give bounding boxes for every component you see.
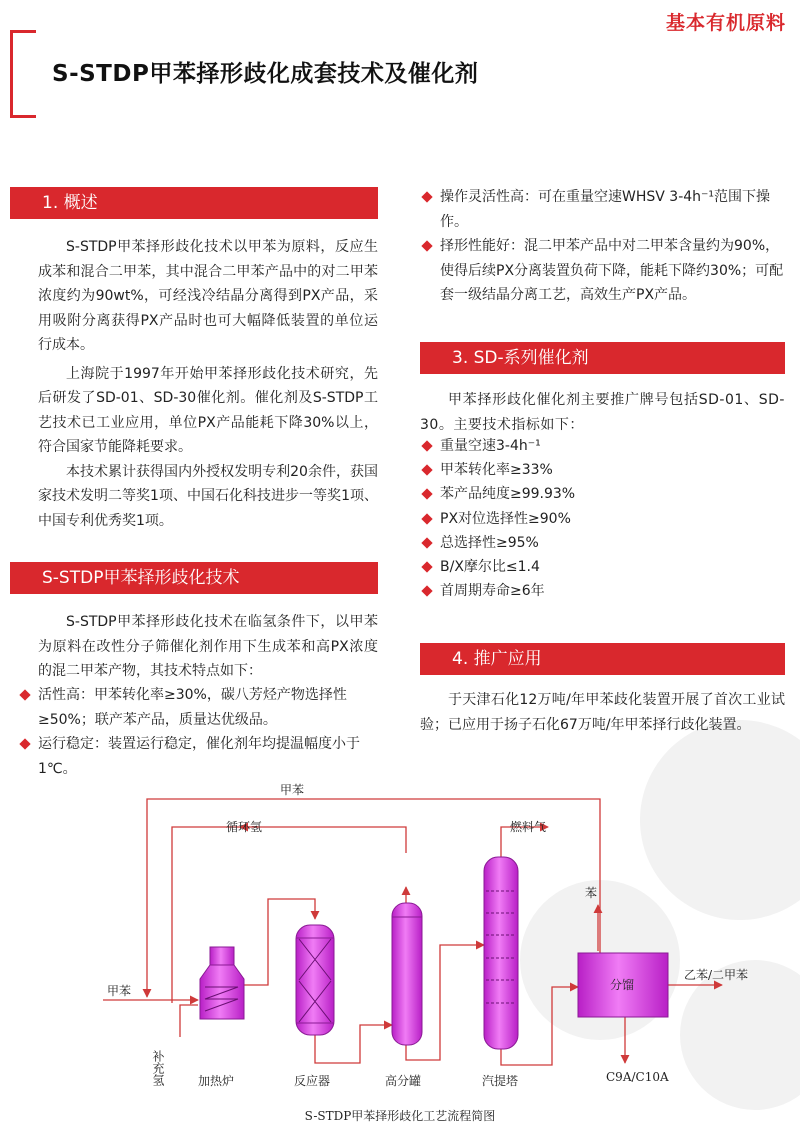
overview-text [38, 235, 378, 533]
unit-label-separator: 高分罐 [385, 1074, 422, 1088]
page-title: S-STDP甲苯择形歧化成套技术及催化剂 [52, 61, 479, 87]
spec-item: 重量空速3-4h⁻¹ [420, 434, 785, 458]
heater [200, 947, 244, 1019]
diamond-bullet-icon [421, 440, 432, 451]
catalyst-intro: 甲苯择形歧化催化剂主要推广牌号包括SD-01、SD-30。主要技术指标如下： [420, 392, 785, 433]
feature-list [18, 683, 378, 781]
diamond-bullet-icon [421, 537, 432, 548]
label-toluene-feed: 甲苯 [107, 984, 132, 998]
spec-item: PX对位选择性≥90% [420, 507, 785, 531]
feature-item: 操作灵活性高：可在重量空速WHSV 3-4h⁻¹范围下操作。 [420, 185, 785, 234]
application-text: 于天津石化12万吨/年甲苯歧化装置开展了首次工业试验；已应用于扬子石化67万吨/年甲苯择行歧化装置。 [420, 692, 785, 733]
feature-item: 运行稳定：装置运行稳定，催化剂年均提温幅度小于1℃。 [18, 732, 378, 781]
category-label: 基本有机原料 [665, 12, 786, 34]
diagram-caption: S-STDP甲苯择形歧化工艺流程简图 [304, 1109, 496, 1123]
overview-paragraph: S-STDP甲苯择形歧化技术以甲苯为原料，反应生成苯和混合二甲苯，其中混合二甲苯产品中的对二甲苯浓度约为90wt%，可经浅冷结晶分离得到PX产品，采用吸附分离获得PX产品时也可大幅降低装置的单位运行成本。 [38, 239, 378, 353]
label-makeup-h2: 补充氢 [151, 1050, 165, 1086]
label-toluene-top: 甲苯 [280, 783, 305, 797]
spec-item: B/X摩尔比≤1.4 [420, 555, 785, 579]
diamond-bullet-icon [421, 561, 432, 572]
label-benzene: 苯 [585, 886, 598, 900]
catalyst-spec-list [420, 434, 785, 603]
spec-item: 总选择性≥95% [420, 531, 785, 555]
feature-list-continued [420, 185, 785, 308]
diamond-bullet-icon [19, 689, 30, 700]
spec-item: 甲苯转化率≥33% [420, 458, 785, 482]
reactor [296, 925, 334, 1035]
diamond-bullet-icon [421, 240, 432, 251]
diamond-bullet-icon [421, 586, 432, 597]
unit-label-stripper: 汽提塔 [482, 1074, 519, 1088]
diamond-bullet-icon [421, 489, 432, 500]
section-heading-overview: 1. 概述 [10, 187, 378, 219]
unit-label-heater: 加热炉 [198, 1074, 235, 1088]
separator [392, 903, 422, 1045]
technology-intro: S-STDP甲苯择形歧化技术在临氢条件下，以甲苯为原料在改性分子筛催化剂作用下生成苯和高PX浓度的混二甲苯产物，其技术特点如下： [38, 614, 378, 679]
label-recycle-h2: 循环氢 [226, 820, 263, 834]
feature-item: 活性高：甲苯转化率≥30%，碳八芳烃产物选择性≥50%；联产苯产品，质量达优级品。 [18, 683, 378, 732]
diamond-bullet-icon [421, 513, 432, 524]
diamond-bullet-icon [421, 191, 432, 202]
diamond-bullet-icon [421, 465, 432, 476]
spec-item: 首周期寿命≥6年 [420, 579, 785, 603]
spec-item: 苯产品纯度≥99.93% [420, 482, 785, 506]
feature-item: 择形性能好：混二甲苯产品中对二甲苯含量约为90%，使得后续PX分离装置负荷下降，能耗下降约30%；可配套一级结晶分离工艺，高效生产PX产品。 [420, 234, 785, 308]
unit-label-reactor: 反应器 [294, 1074, 331, 1088]
section-heading-application: 4. 推广应用 [420, 643, 785, 675]
overview-paragraph: 本技术累计获得国内外授权发明专利20余件，获国家技术发明二等奖1项、中国石化科技进步一等奖1项、中国专利优秀奖1项。 [38, 463, 378, 529]
section-heading-technology: S-STDP甲苯择形歧化技术 [10, 562, 378, 594]
overview-paragraph: 上海院于1997年开始甲苯择形歧化技术研究，先后研发了SD-01、SD-30催化剂。催化剂及S-STDP工艺技术已工业应用，单位PX产品能耗下降30%以上，符合国家节能降耗要求。 [38, 365, 378, 455]
label-c9c10: C9A/C10A [606, 1070, 669, 1084]
label-ebx: 乙苯/二甲苯 [684, 968, 749, 982]
label-fuel-gas: 燃料气 [510, 820, 547, 834]
label-fractionation: 分馏 [610, 978, 635, 992]
diamond-bullet-icon [19, 738, 30, 749]
process-flow-diagram [0, 775, 800, 1139]
section-heading-catalyst: 3. SD-系列催化剂 [420, 342, 785, 374]
title-bracket [10, 30, 36, 118]
stripper [484, 857, 518, 1049]
